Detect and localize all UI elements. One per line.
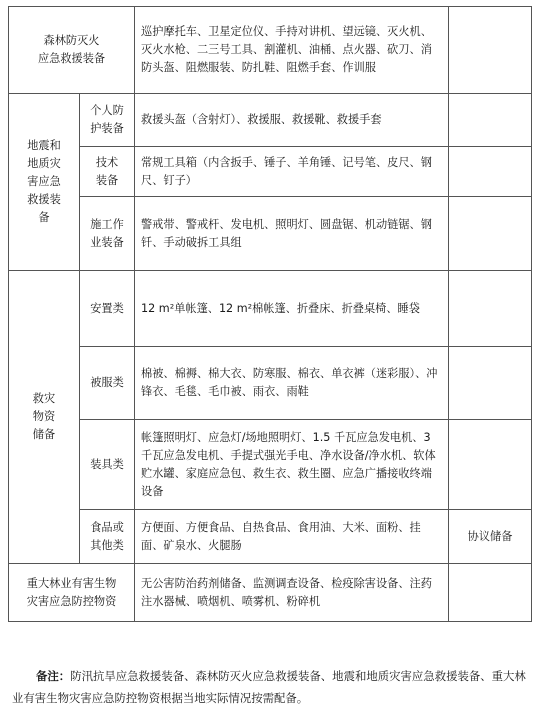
subcategory-cell: 被服类 bbox=[80, 347, 135, 420]
empty-cell bbox=[449, 271, 532, 347]
empty-cell bbox=[449, 147, 532, 197]
subcategory-cell: 施工作 业装备 bbox=[80, 197, 135, 271]
table-row bbox=[9, 271, 532, 347]
empty-cell bbox=[449, 564, 532, 622]
items-cell: 救援头盔（含射灯）、救援服、救援靴、救援手套 bbox=[135, 94, 449, 147]
empty-cell bbox=[449, 420, 532, 510]
category-cell-relief: 救灾 物资 储备 bbox=[9, 271, 80, 564]
items-cell: 常规工具箱（内含扳手、锤子、羊角锤、记号笔、皮尺、钢尺、钉子） bbox=[135, 147, 449, 197]
empty-cell bbox=[449, 94, 532, 147]
category-cell-forest: 森林防灭火 应急救援装备 bbox=[9, 7, 135, 94]
category-cell-pest: 重大林业有害生物 灾害应急防控物资 bbox=[9, 564, 135, 622]
table-row bbox=[9, 347, 532, 420]
note-cell: 协议储备 bbox=[449, 510, 532, 564]
empty-cell bbox=[449, 197, 532, 271]
category-cell-geo: 地震和 地质灾 害应急 救援装 备 bbox=[9, 94, 80, 271]
items-cell: 棉被、棉褥、棉大衣、防寒服、棉衣、单衣裤（迷彩服）、冲锋衣、毛毯、毛巾被、雨衣、雨鞋 bbox=[135, 347, 449, 420]
items-cell: 方便面、方便食品、自热食品、食用油、大米、面粉、挂面、矿泉水、火腿肠 bbox=[135, 510, 449, 564]
footnote-label: 备注： bbox=[36, 669, 71, 684]
subcategory-cell: 装具类 bbox=[80, 420, 135, 510]
footnote bbox=[12, 665, 528, 709]
items-cell: 12 m²单帐篷、12 m²棉帐篷、折叠床、折叠桌椅、睡袋 bbox=[135, 271, 449, 347]
empty-cell bbox=[449, 7, 532, 94]
empty-cell bbox=[449, 347, 532, 420]
items-cell: 巡护摩托车、卫星定位仪、手持对讲机、望远镜、灭火机、灭火水枪、二三号工具、割灌机、油桶、点火器、砍刀、消防头盔、阻燃服装、防扎鞋、阻燃手套、作训服 bbox=[135, 7, 449, 94]
table-row bbox=[9, 197, 532, 271]
table-row bbox=[9, 510, 532, 564]
footnote-text: 防汛抗旱应急救援装备、森林防灭火应急救援装备、地震和地质灾害应急救援装备、重大林业有害生物灾害应急防控物资根据当地实际情况按需配备。 bbox=[12, 669, 526, 706]
items-cell: 警戒带、警戒杆、发电机、照明灯、圆盘锯、机动链锯、钢钎、手动破拆工具组 bbox=[135, 197, 449, 271]
subcategory-cell: 安置类 bbox=[80, 271, 135, 347]
table-row bbox=[9, 94, 532, 147]
items-cell: 无公害防治药剂储备、监测调查设备、检疫除害设备、注药注水器械、喷烟机、喷雾机、粉碎机 bbox=[135, 564, 449, 622]
subcategory-cell: 技术 装备 bbox=[80, 147, 135, 197]
equipment-table bbox=[8, 6, 532, 622]
subcategory-cell: 食品或 其他类 bbox=[80, 510, 135, 564]
table-row bbox=[9, 564, 532, 622]
table-row bbox=[9, 7, 532, 94]
subcategory-cell: 个人防 护装备 bbox=[80, 94, 135, 147]
table-row bbox=[9, 147, 532, 197]
table-row bbox=[9, 420, 532, 510]
items-cell: 帐篷照明灯、应急灯/场地照明灯、1.5 千瓦应急发电机、3 千瓦应急发电机、手提式强光手电、净水设备/净水机、软体贮水罐、家庭应急包、救生衣、救生圈、应急广播接收终端设备 bbox=[135, 420, 449, 510]
